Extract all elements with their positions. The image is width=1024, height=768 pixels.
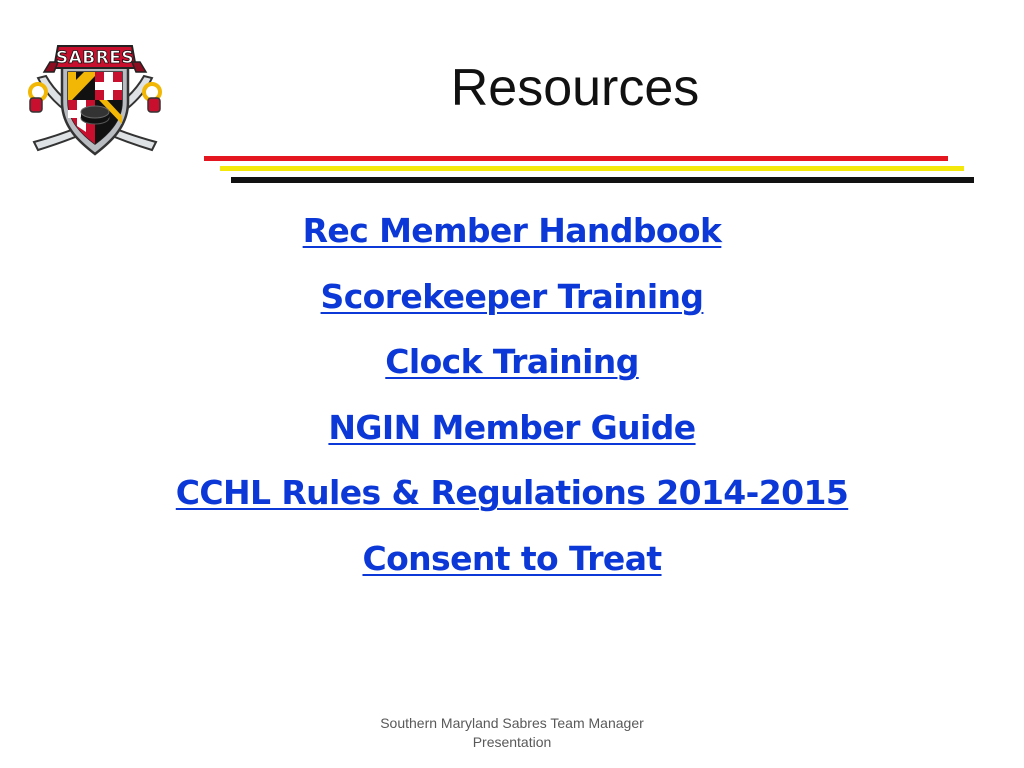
ngin-member-guide-link[interactable]: NGIN Member Guide (328, 407, 696, 447)
list-item (0, 536, 1024, 602)
logo-text: SABRES (55, 48, 135, 68)
sabres-logo (24, 32, 166, 162)
yellow-divider-stripe (220, 166, 964, 171)
list-item (0, 208, 1024, 274)
list-item (0, 470, 1024, 536)
clock-training-link[interactable]: Clock Training (385, 342, 639, 382)
footer-line-1: Southern Maryland Sabres Team Manager (380, 715, 644, 731)
scorekeeper-training-link[interactable]: Scorekeeper Training (320, 276, 704, 316)
rec-member-handbook-link[interactable]: Rec Member Handbook (302, 211, 722, 250)
list-item (0, 405, 1024, 471)
consent-to-treat-link[interactable]: Consent to Treat (362, 538, 662, 578)
slide-footer (352, 714, 672, 752)
cchl-rules-regulations-link[interactable]: CCHL Rules & Regulations 2014-2015 (175, 473, 849, 513)
resource-links-list (0, 208, 1024, 602)
footer-line-2: Presentation (472, 734, 552, 750)
list-item (0, 339, 1024, 405)
black-divider-stripe (231, 177, 974, 183)
red-divider-stripe (204, 156, 948, 161)
logo-banner (44, 46, 146, 72)
list-item (0, 274, 1024, 340)
page-title: Resources (450, 59, 700, 117)
